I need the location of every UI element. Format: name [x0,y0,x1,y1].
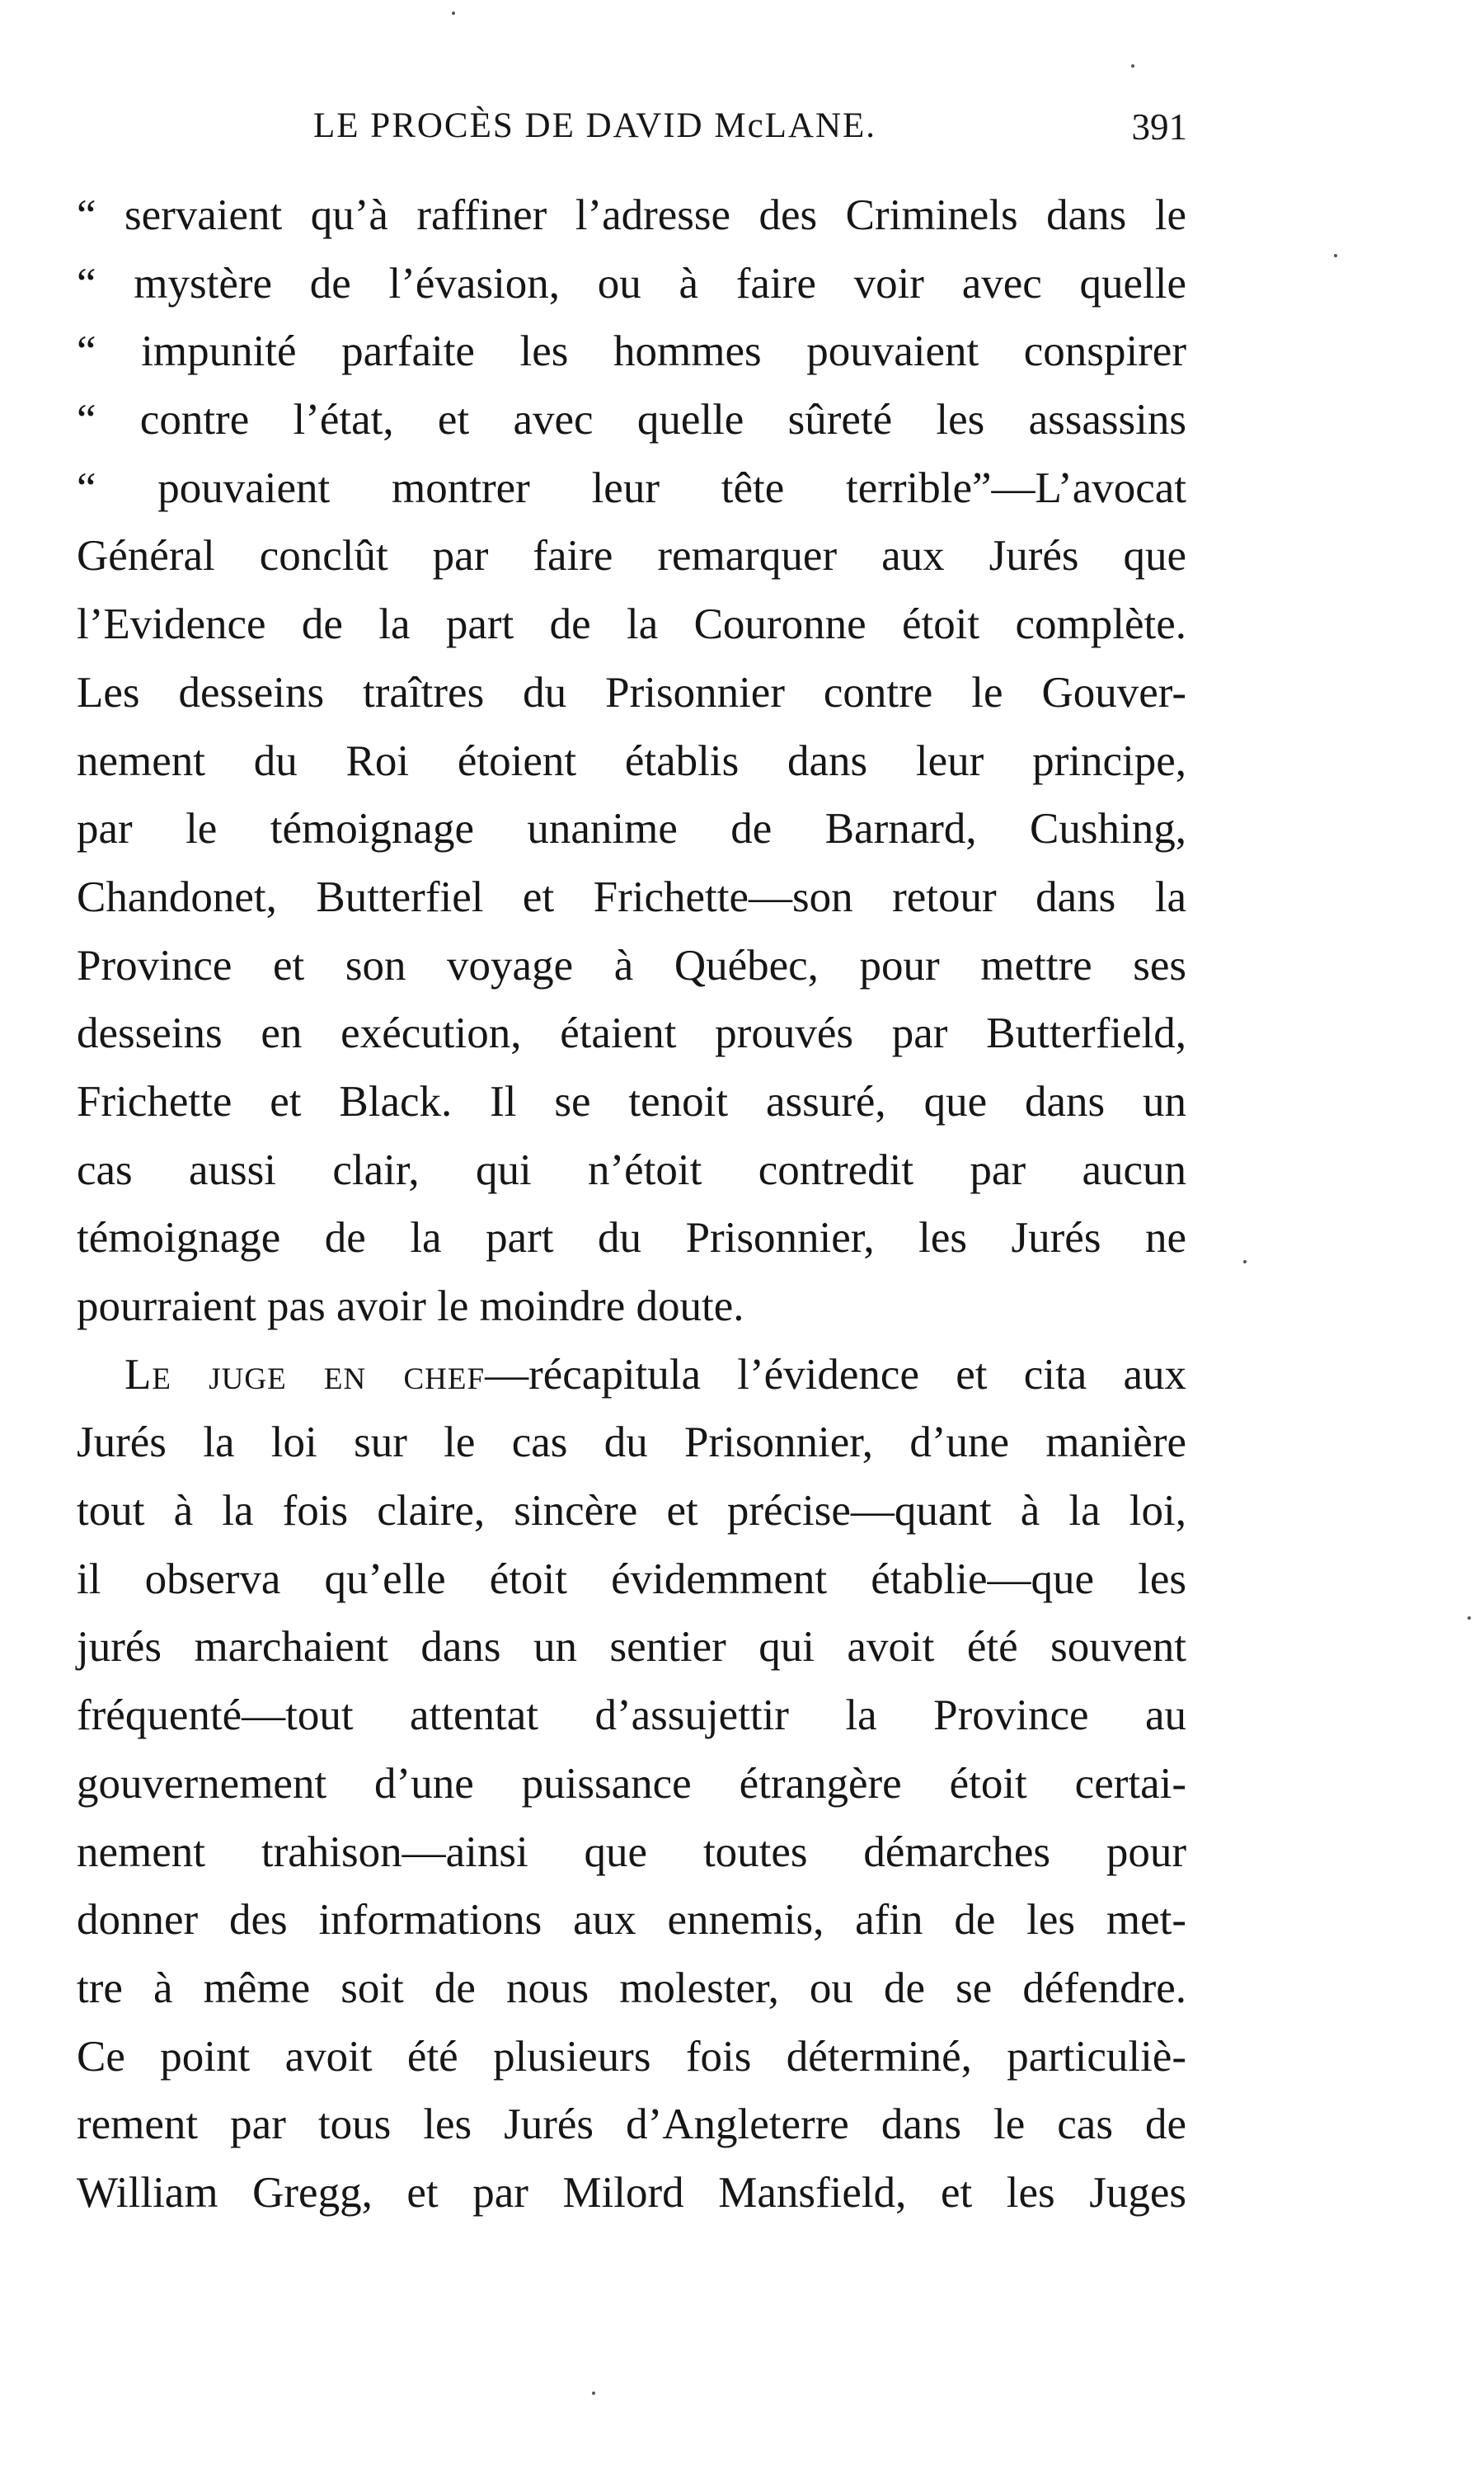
text-line: Chandonet, Butterfiel et Frichette—son retour dans la [77,872,1186,921]
text-line: “ servaient qu’à raffiner l’adresse des Criminels dans le [77,191,1186,239]
text-run: —récapitula l’évidence et cita aux [485,1350,1186,1399]
text-line: tout à la fois claire, sincère et précise—quant à la loi, [77,1487,1186,1536]
text-line: nement trahison—ainsi que toutes démarches pour [77,1827,1186,1876]
text-line: Frichette et Black. Il se tenoit assuré, que dans un [77,1077,1186,1126]
running-head [74,97,1187,155]
text-line: “ mystère de l’évasion, ou à faire voir avec quelle [77,259,1186,308]
text-line: rement par tous les Jurés d’Angleterre dans le cas de [77,2100,1186,2149]
text-line: gouvernement d’une puissance étrangère étoit certai- [77,1759,1186,1808]
text-line: par le témoignage unanime de Barnard, Cushing, [77,805,1186,854]
small-caps-lead: Le juge en chef [124,1350,486,1399]
text-line: Ce point avoit été plusieurs fois déterminé, particuliè- [77,2032,1186,2081]
text-line: pourraient pas avoir le moindre doute. [77,1282,744,1330]
print-speck [1468,1616,1471,1620]
text-line: Jurés la loi sur le cas du Prisonnier, d’une manière [77,1418,1186,1467]
text-line: l’Evidence de la part de la Couronne étoit complète. [77,600,1186,649]
text-line: “ pouvaient montrer leur tête terrible”—L’avocat [77,463,1186,512]
text-line: cas aussi clair, qui n’étoit contredit par aucun [77,1145,1186,1194]
running-title: LE PROCÈS DE DAVID McLANE. [313,106,877,145]
text-line: témoignage de la part du Prisonnier, les Jurés ne [77,1214,1186,1263]
print-speck [1131,64,1134,68]
text-line: desseins en exécution, étaient prouvés par Butterfield, [77,1009,1186,1058]
text-line: Les desseins traîtres du Prisonnier contre le Gouver- [77,668,1186,717]
print-speck [1243,1260,1247,1263]
print-speck [592,2392,595,2395]
print-speck [452,12,455,15]
text-line: Province et son voyage à Québec, pour mettre ses [77,941,1186,990]
print-speck [1334,254,1337,257]
body-text [77,181,1186,2227]
text-line: jurés marchaient dans un sentier qui avoit été souvent [77,1623,1186,1672]
text-line: fréquenté—tout attentat d’assujettir la Province au [77,1691,1186,1740]
text-line: “ impunité parfaite les hommes pouvaient conspirer [77,327,1186,376]
text-line: nement du Roi étoient établis dans leur principe, [77,736,1186,785]
text-line: “ contre l’état, et avec quelle sûreté les assassins [77,396,1186,444]
page-number: 391 [1131,106,1187,148]
text-line: William Gregg, et par Milord Mansfield, et les Juges [77,2168,1186,2217]
text-line: donner des informations aux ennemis, afin de les met- [77,1896,1186,1945]
text-line: il observa qu’elle étoit évidemment établie—que les [77,1554,1186,1603]
text-line: Général conclût par faire remarquer aux Jurés que [77,532,1186,581]
paragraph-opening-line [77,1341,1186,1409]
text-line: tre à même soit de nous molester, ou de se défendre. [77,1964,1186,2012]
